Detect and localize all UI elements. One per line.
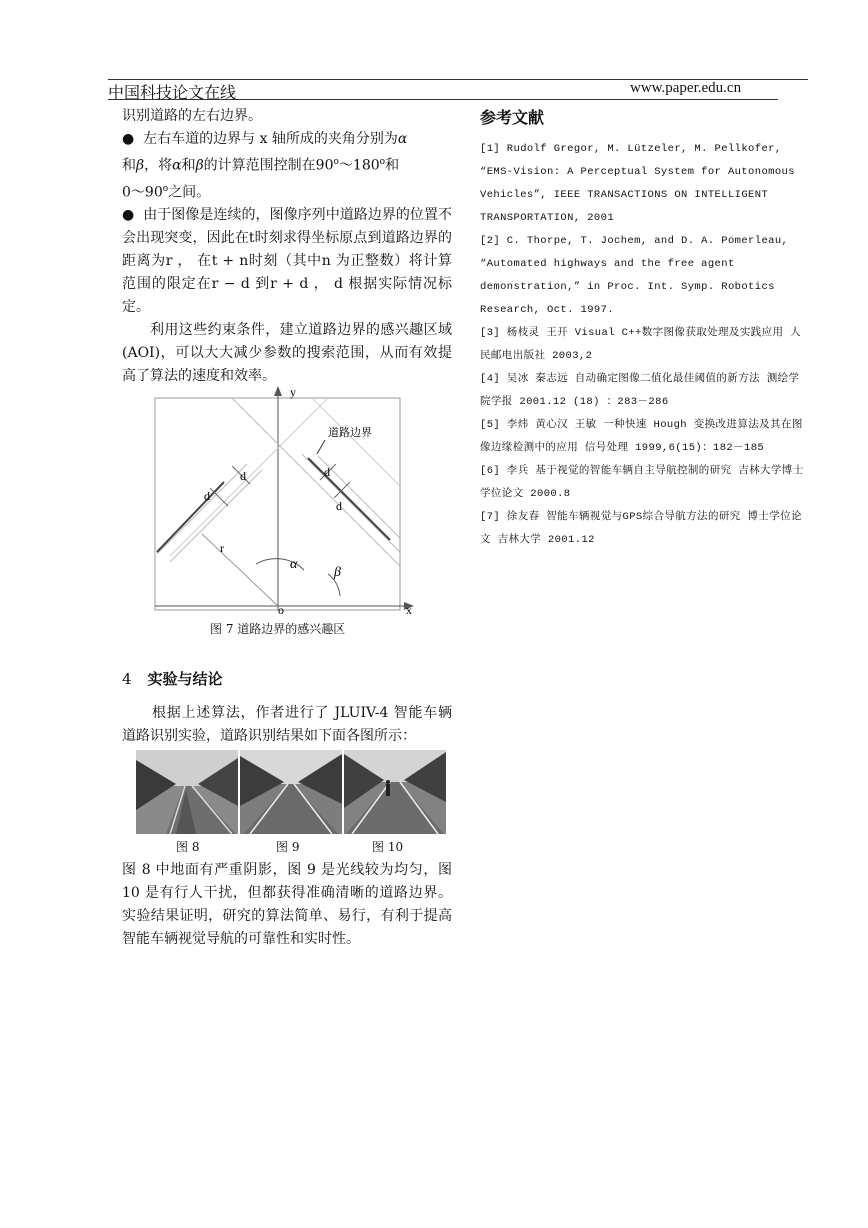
- reference-item: [7] 徐友春 智能车辆视觉与GPS综合导航方法的研究 博士学位论文 吉林大学 2001.12: [480, 511, 802, 546]
- right-road-boundary: [308, 458, 390, 540]
- references-column: [480, 105, 810, 552]
- d-tick-4: [334, 482, 350, 498]
- caption-fig-8: 图 8: [176, 840, 200, 854]
- label-x: x: [406, 603, 412, 616]
- y-axis-arrow-icon: [274, 386, 282, 396]
- section-title: 实验与结论: [147, 670, 223, 688]
- label-d-right-upper: d: [324, 465, 330, 479]
- reference-item: [2] C. Thorpe, T. Jochem, and D. A. Pomerleau, “Automated highways and the free agent demonstration,” in Proc. Int. Symp. Robotics Research, Oct. 1997.: [480, 235, 789, 316]
- label-road-boundary: 道路边界: [328, 426, 372, 439]
- left-aoi-inner-line: [170, 470, 262, 562]
- label-beta: β: [334, 565, 341, 580]
- road-photo-8: [136, 750, 238, 834]
- figure-7-caption: 图 7 道路边界的感兴趣区: [210, 622, 346, 636]
- figure-7-diagram: [152, 384, 422, 616]
- label-r: r: [220, 541, 224, 555]
- reference-item: [6] 李兵 基于视觉的智能车辆自主导航控制的研究 吉林大学博士学位论文 2000.8: [480, 465, 804, 500]
- road-photo-9: [240, 750, 342, 834]
- page-header: [108, 78, 808, 100]
- header-rule-bottom: [108, 99, 778, 100]
- references-title: 参考文献: [480, 108, 545, 127]
- cross-line-b: [170, 398, 328, 556]
- paragraph-intro: 识别道路的左右边界。: [122, 108, 262, 124]
- left-column: [122, 105, 452, 388]
- header-url: www.paper.edu.cn: [630, 80, 742, 96]
- section-4-paragraph-1: 根据上述算法，作者进行了 JLUIV-4 智能车辆道路识别实验，道路识别结果如下面各图所示：: [122, 705, 452, 744]
- caption-fig-10: 图 10: [372, 840, 404, 854]
- road-photo-row: [136, 750, 448, 836]
- label-d-left-lower: d: [204, 489, 210, 503]
- section-number: 4: [122, 670, 132, 688]
- reference-item: [5] 李炜 黄心汉 王敏 一种快速 Hough 变换改进算法及其在图像边缘检测中的应用 信号处理 1999,6(15)：182－185: [480, 419, 803, 454]
- d-tick-2: [210, 488, 228, 506]
- label-origin: o: [278, 603, 284, 616]
- caption-fig-9: 图 9: [276, 840, 300, 854]
- reference-item: [1] Rudolf Gregor, M. Lützeler, M. Pellkofer, “EMS-Vision: A Perceptual System for Autonomous Vehicles”, IEEE TRANSACTIONS ON INTELLIGENT TRANSPORTATION, 2001: [480, 143, 795, 224]
- r-distance-line: [202, 534, 278, 606]
- label-d-right-lower: d: [336, 499, 342, 513]
- road-photo-10: [344, 750, 446, 834]
- bullet-dot-icon: ●: [122, 131, 144, 147]
- bullet-continuity: ● 由于图像是连续的，图像序列中道路边界的位置不会出现突变，因此在t时刻求得坐标原点到道路边界的距离为r ， 在t + n时刻（其中n 为正整数）将计算范围的限定在r − d 到r + d ， d 根据实际情况标定。: [122, 207, 452, 316]
- label-alpha: α: [290, 557, 298, 572]
- bullet-dot-icon: ●: [122, 207, 144, 224]
- left-aoi-outer-line: [157, 464, 247, 554]
- section-4-paragraph-2: 图 8 中地面有严重阴影，图 9 是光线较为均匀，图 10 是有行人干扰，但都获得准确清晰的道路边界。实验结果证明，研究的算法简单、易行，有利于提高智能车辆视觉导航的可靠性和实时性。: [122, 862, 452, 947]
- label-y: y: [290, 385, 296, 399]
- bullet-angle-range: ● 左右车道的边界与 x 轴所成的夹角分别为α 和β，将α和β的计算范围控制在90$^o$～180$^o$和 0～90$^o$之间。: [122, 131, 408, 201]
- reference-item: [3] 杨枝灵 王开 Visual C++数字图像获取处理及实践应用 人民邮电出版社 2003,2: [480, 327, 802, 362]
- paragraph-aoi: 利用这些约束条件，建立道路边界的感兴趣区域(AOI)，可以大大减少参数的搜索范围，从而有效提高了算法的速度和效率。: [122, 322, 452, 385]
- road-label-leader: [317, 440, 325, 454]
- right-aoi-outer-line: [302, 454, 400, 552]
- header-site-name: 中国科技论文在线: [108, 83, 237, 102]
- label-d-left-upper: d: [240, 469, 246, 483]
- cross-line-a: [232, 398, 400, 566]
- section-4-heading: [122, 668, 223, 689]
- reference-item: [4] 吴冰 秦志远 自动确定图像二值化最佳阈值的新方法 测绘学院学报 2001.12 (18) ：283－286: [480, 373, 800, 408]
